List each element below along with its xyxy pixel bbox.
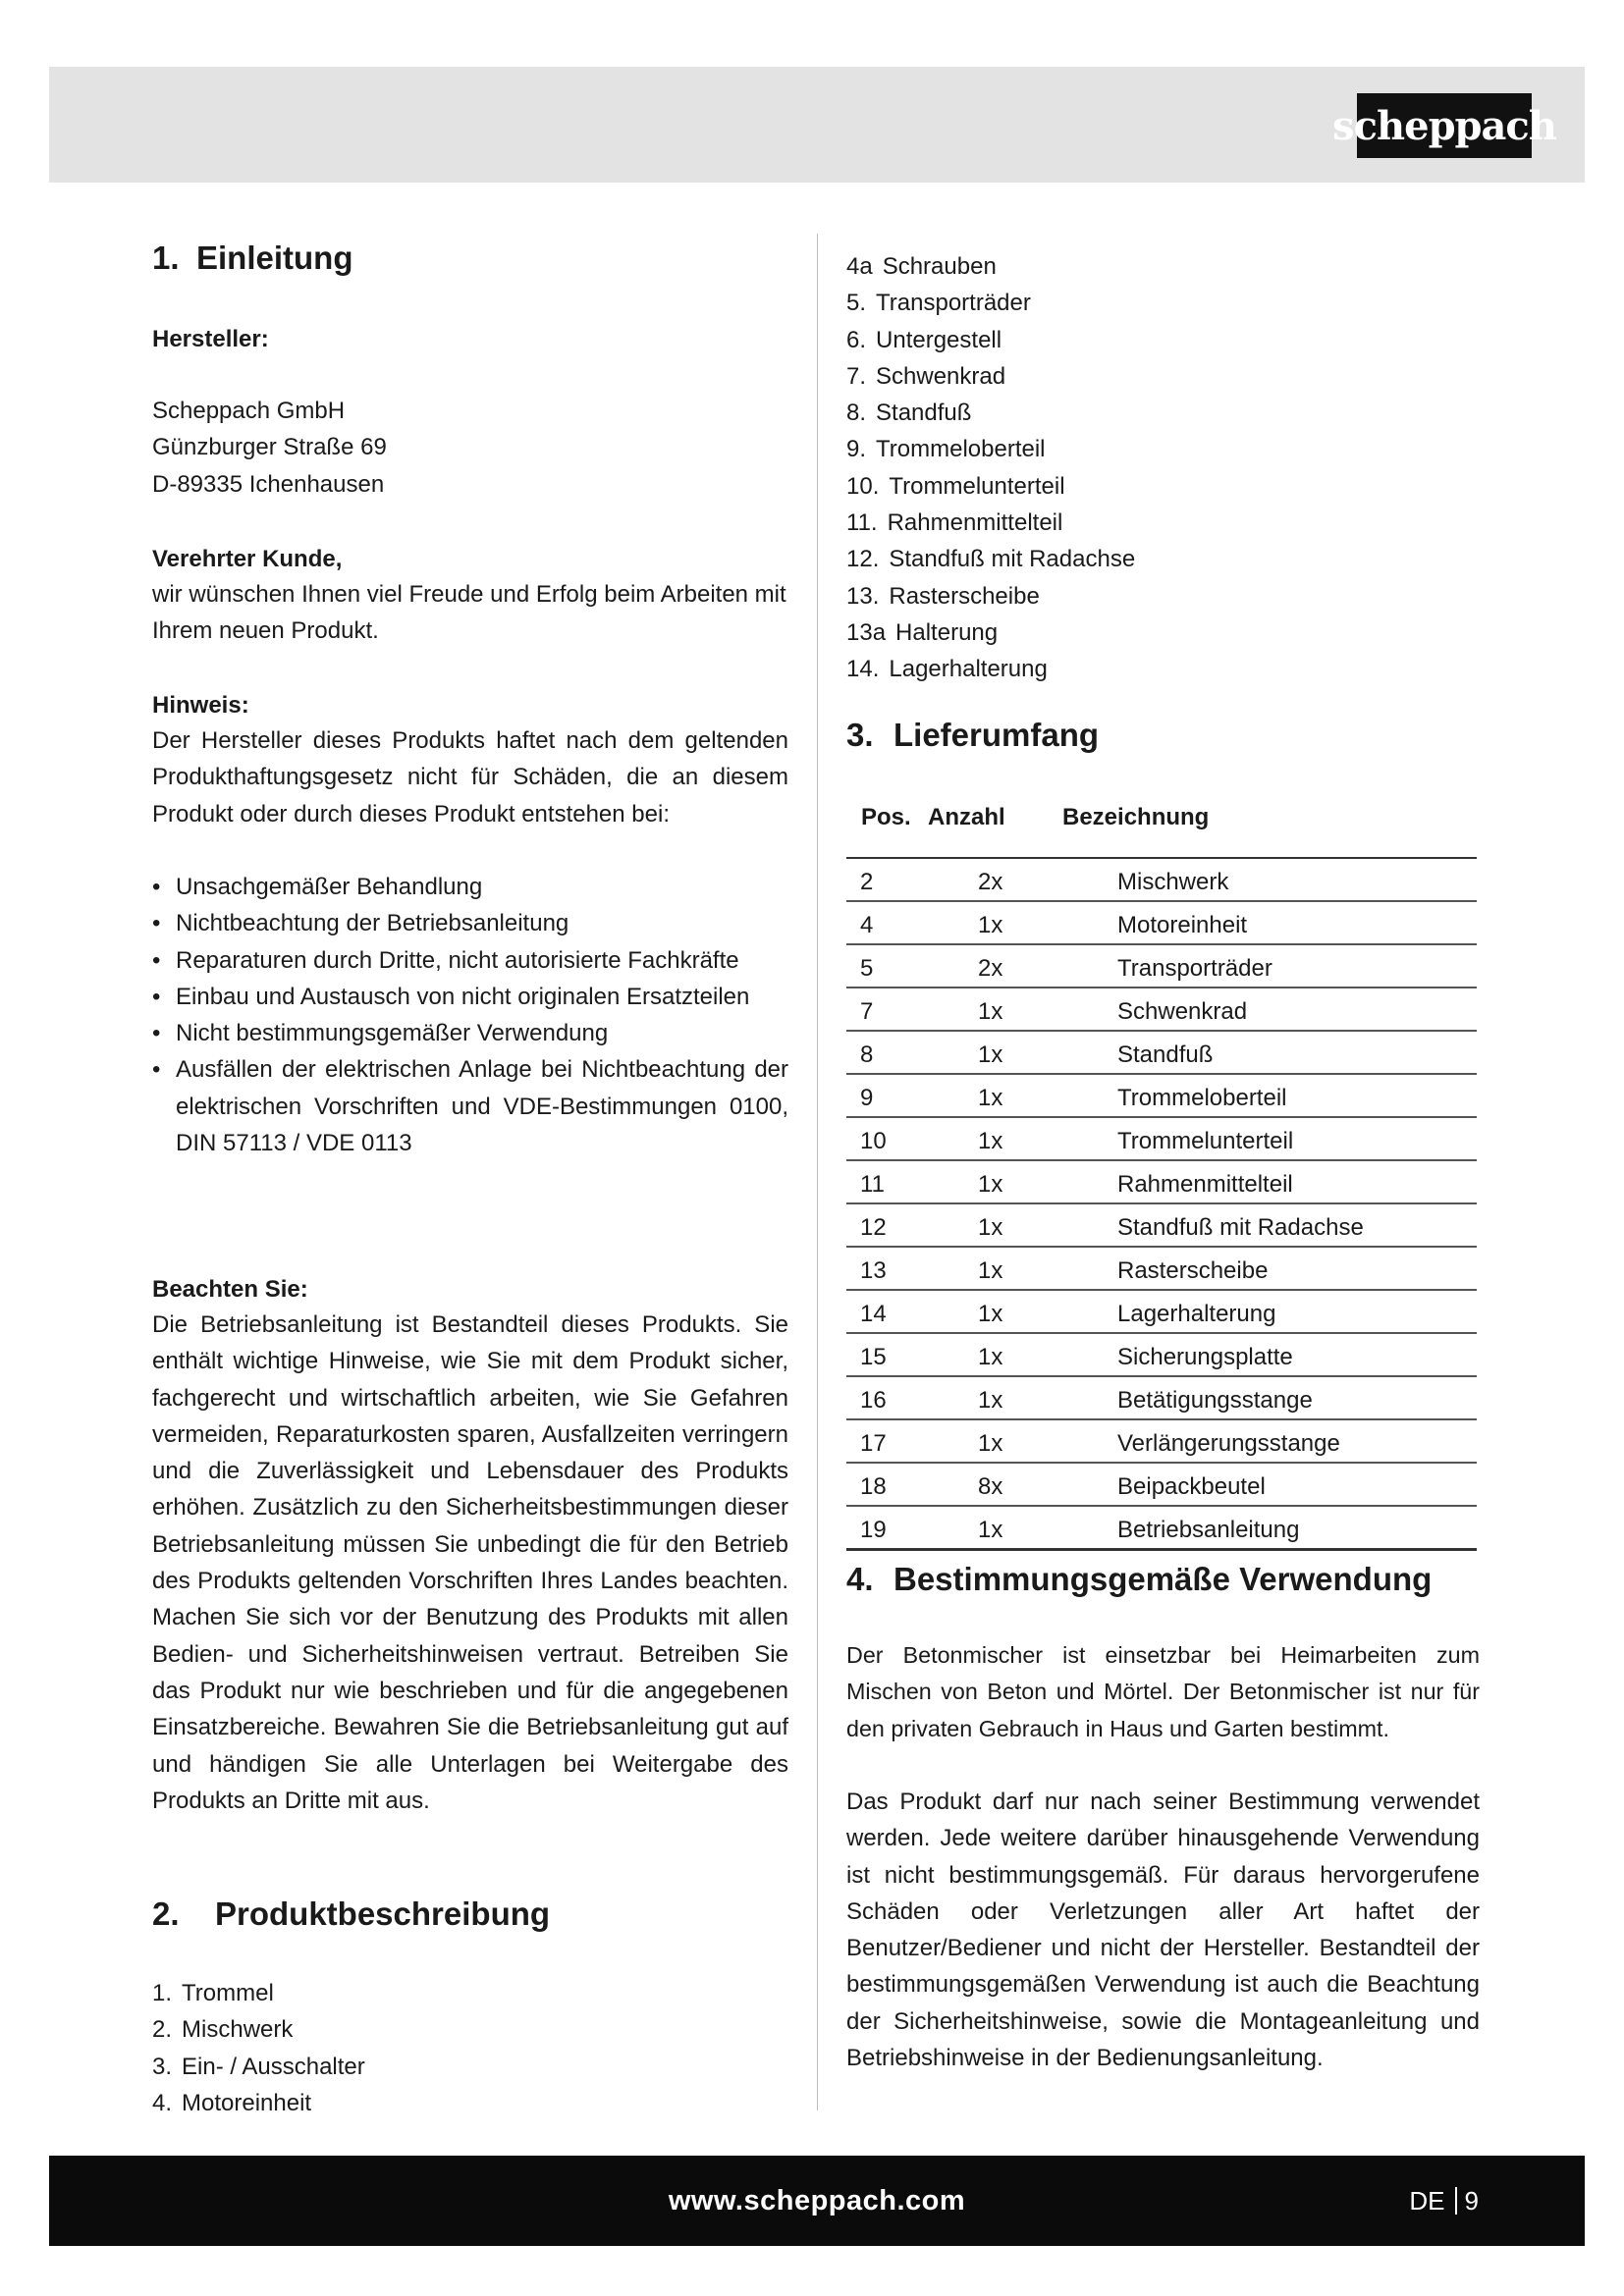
qty-cell: 1x — [978, 1203, 1117, 1247]
qty-cell: 1x — [978, 988, 1117, 1031]
footer-url: www.scheppach.com — [668, 2185, 966, 2216]
table-row — [846, 1506, 1477, 1550]
address-line: Günzburger Straße 69 — [152, 434, 387, 461]
list-item: 4a Schrauben — [846, 253, 997, 280]
col-desc-header: Bezeichnung — [1062, 804, 1210, 830]
pos-cell: 10 — [846, 1117, 978, 1160]
list-item: 9. Trommeloberteil — [846, 436, 1046, 463]
bullet-item: • Einbau und Austausch von nicht originalen Ersatzteilen — [152, 983, 750, 1010]
bullet-item: • Reparaturen durch Dritte, nicht autorisierte Fachkräfte — [152, 946, 739, 974]
qty-cell: 1x — [978, 1419, 1117, 1463]
desc-cell: Motoreinheit — [1117, 901, 1477, 944]
list-item: 2. Mischwerk — [152, 2016, 294, 2044]
qty-cell: 1x — [978, 1333, 1117, 1376]
pos-cell: 15 — [846, 1333, 978, 1376]
table-row — [846, 1247, 1477, 1290]
pos-cell: 19 — [846, 1506, 978, 1550]
pos-cell: 8 — [846, 1031, 978, 1074]
table-row — [846, 1333, 1477, 1376]
page-indicator — [1409, 2156, 1479, 2246]
section-1-title: Einleitung — [196, 240, 353, 276]
liability-bullet-list — [152, 869, 788, 1161]
pos-cell: 7 — [846, 988, 978, 1031]
manufacturer-label: Hersteller: — [152, 326, 269, 352]
desc-cell: Standfuß — [1117, 1031, 1477, 1074]
list-item: 3. Ein- / Ausschalter — [152, 2053, 365, 2080]
list-item: 1. Trommel — [152, 1980, 274, 2006]
manufacturer-address — [152, 393, 788, 503]
desc-cell: Trommelunterteil — [1117, 1117, 1477, 1160]
desc-cell: Beipackbeutel — [1117, 1463, 1477, 1506]
col-qty-header: Anzahl — [928, 804, 1005, 830]
pos-cell: 5 — [846, 944, 978, 988]
pos-cell: 17 — [846, 1419, 978, 1463]
list-item: 12. Standfuß mit Radachse — [846, 546, 1136, 573]
table-row — [846, 1463, 1477, 1506]
pos-cell: 14 — [846, 1290, 978, 1333]
table-row — [846, 901, 1477, 944]
list-item: 4. Motoreinheit — [152, 2089, 312, 2116]
section-2-heading: 2. Produktbeschreibung — [152, 1896, 551, 1932]
desc-cell: Rahmenmittelteil — [1117, 1160, 1477, 1203]
section-1-heading: 1. Einleitung — [152, 240, 353, 276]
bullet-item: • Unsachgemäßer Behandlung — [152, 874, 483, 900]
section-3-title: Lieferumfang — [893, 717, 1100, 753]
desc-cell: Lagerhalterung — [1117, 1290, 1477, 1333]
desc-cell: Mischwerk — [1117, 858, 1477, 901]
qty-cell: 1x — [978, 901, 1117, 944]
list-item: 13a Halterung — [846, 618, 999, 646]
footer-bar — [49, 2156, 1585, 2246]
table-row — [846, 858, 1477, 901]
list-item: 14. Lagerhalterung — [846, 656, 1048, 683]
note-label: Hinweis: — [152, 692, 249, 719]
col-pos-header: Pos. — [861, 804, 911, 830]
list-item: 13. Rasterscheibe — [846, 582, 1040, 610]
delivery-table-header — [846, 804, 1477, 833]
customer-text: wir wünschen Ihnen viel Freude und Erfolg beim Arbeiten mit Ihrem neuen Produkt. — [152, 581, 786, 645]
qty-cell: 1x — [978, 1160, 1117, 1203]
observe-label: Beachten Sie: — [152, 1276, 308, 1303]
table-row — [846, 1160, 1477, 1203]
desc-cell: Verlängerungsstange — [1117, 1419, 1477, 1463]
table-row — [846, 944, 1477, 988]
desc-cell: Sicherungsplatte — [1117, 1333, 1477, 1376]
qty-cell: 1x — [978, 1117, 1117, 1160]
list-item: 6. Untergestell — [846, 326, 1002, 353]
section-2-title: Produktbeschreibung — [215, 1896, 551, 1932]
pos-cell: 2 — [846, 858, 978, 901]
product-parts-list-continued — [846, 248, 1480, 688]
section-4-heading: 4. Bestimmungsgemäße Verwendung — [846, 1561, 1433, 1597]
qty-cell: 1x — [978, 1506, 1117, 1550]
pos-cell: 11 — [846, 1160, 978, 1203]
qty-cell: 8x — [978, 1463, 1117, 1506]
table-row — [846, 1376, 1477, 1419]
section-4-title: Bestimmungsgemäße Verwendung — [893, 1561, 1433, 1597]
qty-cell: 1x — [978, 1376, 1117, 1419]
delivery-table — [846, 857, 1477, 1551]
table-row — [846, 1074, 1477, 1117]
desc-cell: Betriebsanleitung — [1117, 1506, 1477, 1550]
desc-cell: Transporträder — [1117, 944, 1477, 988]
section-3-heading: 3. Lieferumfang — [846, 717, 1100, 753]
column-divider — [817, 234, 818, 2110]
desc-cell: Trommeloberteil — [1117, 1074, 1477, 1117]
bullet-item: • Ausfällen der elektrischen Anlage bei Nichtbeachtung der elektrischen Vorschriften und VDE-Bestimmungen 0100, DIN 57113 / VDE 0113 — [152, 1056, 788, 1157]
table-row — [846, 1031, 1477, 1074]
intended-use-text-1: Der Betonmischer ist einsetzbar bei Heimarbeiten zum Mischen von Beton und Mörtel. Der Betonmischer ist nur für den privaten Gebrauch in Haus und Garten bestimmt. — [846, 1642, 1480, 1741]
bullet-item: • Nichtbeachtung der Betriebsanleitung — [152, 910, 569, 937]
table-row — [846, 1419, 1477, 1463]
product-parts-list — [152, 1975, 788, 2121]
qty-cell: 1x — [978, 1290, 1117, 1333]
list-item: 7. Schwenkrad — [846, 362, 1006, 390]
page-number: 9 — [1464, 2186, 1479, 2216]
table-row — [846, 1117, 1477, 1160]
intended-use-text-2: Das Produkt darf nur nach seiner Bestimmung verwendet werden. Jede weitere darüber hinausgehende Verwendung ist nicht bestimmungsgemäß. Für daraus hervorgerufene Schäden oder Verletzungen aller Art haftet der Benutzer/Bediener und nicht der Hersteller. Bestandteil der bestimmungsgemäßen Verwendung ist auch die Beachtung der Sicherheitshinweise, sowie die Montageanleitung und Betriebshinweise in der Bedienungsanleitung. — [846, 1789, 1480, 2072]
list-item: 11. Rahmenmittelteil — [846, 509, 1063, 537]
pos-cell: 18 — [846, 1463, 978, 1506]
qty-cell: 2x — [978, 858, 1117, 901]
qty-cell: 2x — [978, 944, 1117, 988]
list-item: 10. Trommelunterteil — [846, 472, 1065, 500]
qty-cell: 1x — [978, 1031, 1117, 1074]
table-row — [846, 1203, 1477, 1247]
page-separator — [1455, 2187, 1457, 2215]
desc-cell: Standfuß mit Radachse — [1117, 1203, 1477, 1247]
customer-label: Verehrter Kunde, — [152, 546, 343, 572]
language-code: DE — [1409, 2186, 1445, 2216]
table-row — [846, 988, 1477, 1031]
qty-cell: 1x — [978, 1247, 1117, 1290]
header-bar — [49, 67, 1585, 183]
bullet-item: • Nicht bestimmungsgemäßer Verwendung — [152, 1020, 609, 1047]
list-item: 8. Standfuß — [846, 400, 972, 427]
list-item: 5. Transporträder — [846, 290, 1031, 317]
pos-cell: 4 — [846, 901, 978, 944]
qty-cell: 1x — [978, 1074, 1117, 1117]
address-line: D-89335 Ichenhausen — [152, 470, 385, 498]
desc-cell: Schwenkrad — [1117, 988, 1477, 1031]
desc-cell: Rasterscheibe — [1117, 1247, 1477, 1290]
pos-cell: 16 — [846, 1376, 978, 1419]
pos-cell: 12 — [846, 1203, 978, 1247]
desc-cell: Betätigungsstange — [1117, 1376, 1477, 1419]
pos-cell: 13 — [846, 1247, 978, 1290]
note-text: Der Hersteller dieses Produkts haftet nach dem geltenden Produkthaftungsgesetz nicht für Schäden, die an diesem Produkt oder durch dieses Produkt entstehen bei: — [152, 727, 788, 828]
table-row — [846, 1290, 1477, 1333]
address-line: Scheppach GmbH — [152, 398, 346, 424]
observe-text: Die Betriebsanleitung ist Bestandteil dieses Produkts. Sie enthält wichtige Hinweise, wie Sie mit dem Produkt sicher, fachgerecht und wirtschaftlich arbeiten, wie Sie Gefahren vermeiden, Reparaturkosten sparen, Ausfallzeiten verringern und die Zuverlässigkeit und Lebensdauer des Produkts erhöhen. Zusätzlich zu den Sicherheitsbestimmungen dieser Betriebsanleitung müssen Sie unbedingt die für den Betrieb des Produkts geltenden Vorschriften Ihres Landes beachten. Machen Sie sich vor der Benutzung des Produkts mit allen Bedien- und Sicherheitshinweisen vertraut. Betreiben Sie das Produkt nur wie beschrieben und für die angegebenen Einsatzbereiche. Bewahren Sie die Betriebsanleitung gut auf und händigen Sie alle Unterlagen bei Weitergabe des Produkts an Dritte mit aus. — [152, 1311, 788, 1814]
scheppach-logo: scheppach — [1357, 93, 1532, 158]
pos-cell: 9 — [846, 1074, 978, 1117]
